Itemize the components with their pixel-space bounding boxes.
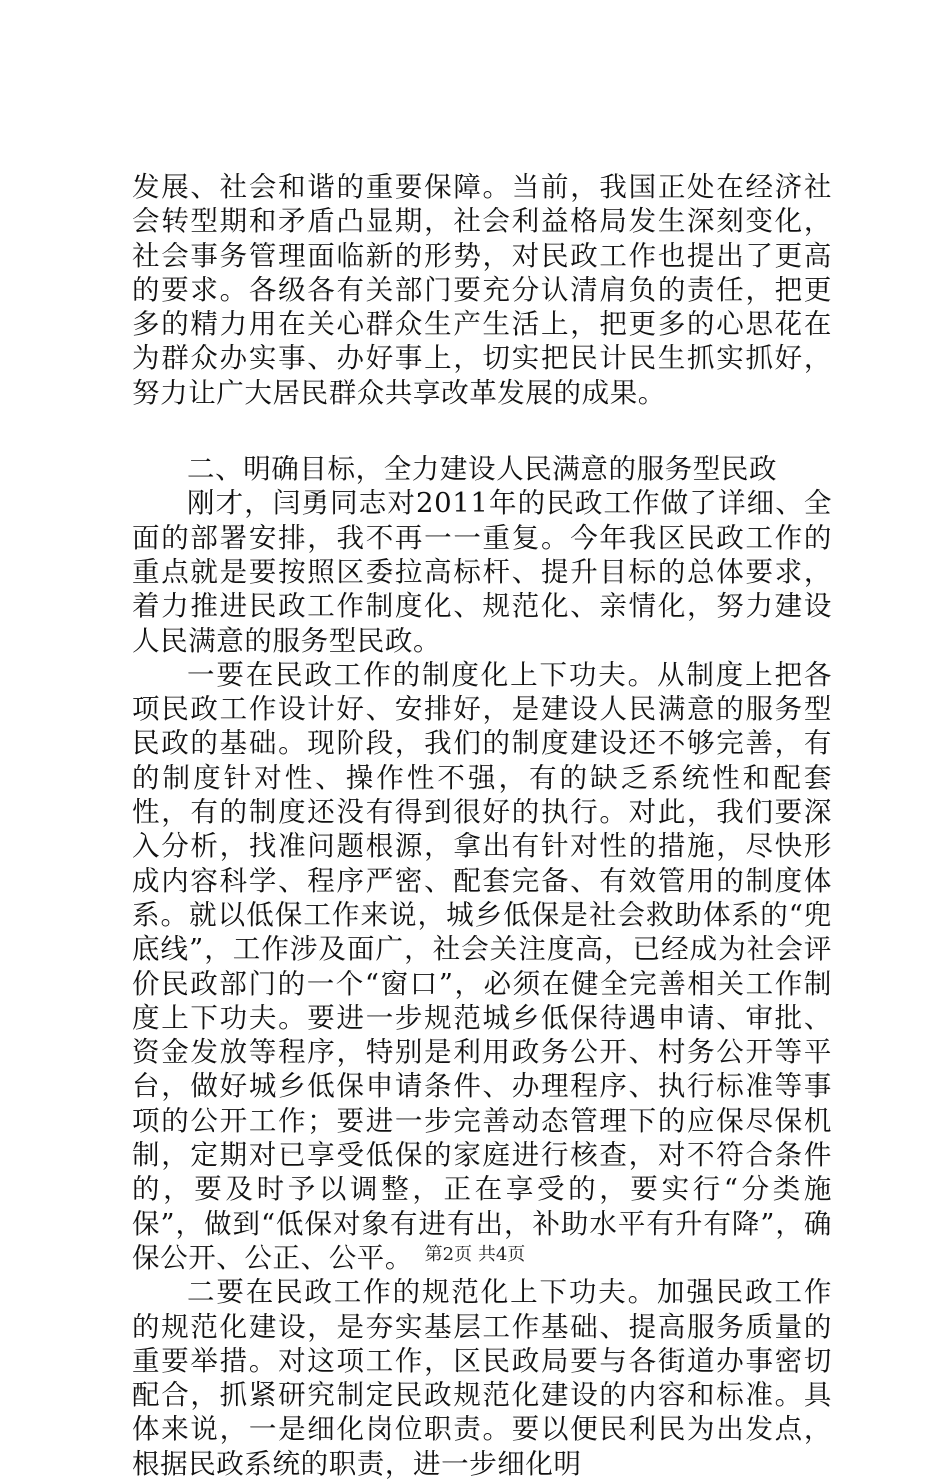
section-heading: 二、明确目标，全力建设人民满意的服务型民政 [187, 453, 778, 486]
paragraph-standardization: 二要在民政工作的规范化上下功夫。加强民政工作的规范化建设，是夯实基层工作基础、提高服务质量的重要举措。对这项工作，区民政局要与各街道办事密切配合，抓紧研究制定民政规范化建设的内容和标准。具体来说，一是细化岗位职责。要以便民利民为出发点，根据民政系统的职责，进一步细化明 [132, 1276, 832, 1480]
paragraph-overview: 刚才，闫勇同志对2011年的民政工作做了详细、全面的部署安排，我不再一一重复。今年我区民政工作的重点就是要按照区委拉高标杆、提升目标的总体要求，着力推进民政工作制度化、规范化、亲情化，努力建设人民满意的服务型民政。 [132, 487, 832, 657]
page-number-footer: 第2页 共4页 [424, 1244, 526, 1265]
paragraph-institutionalization: 一要在民政工作的制度化上下功夫。从制度上把各项民政工作设计好、安排好，是建设人民满意的服务型民政的基础。现阶段，我们的制度建设还不够完善，有的制度针对性、操作性不强，有的缺乏系统性和配套性，有的制度还没有得到很好的执行。对此，我们要深入分析，找准问题根源，拿出有针对性的措施，尽快形成内容科学、程序严密、配套完备、有效管用的制度体系。就以低保工作来说，城乡低保是社会救助体系的“兜底线”，工作涉及面广，社会关注度高，已经成为社会评价民政部门的一个“窗口”，必须在健全完善相关工作制度上下功夫。要进一步规范城乡低保待遇申请、审批、资金发放等程序，特别是利用政务公开、村务公开等平台，做好城乡低保申请条件、办理程序、执行标准等事项的公开工作；要进一步完善动态管理下的应保尽保机制，定期对已享受低保的家庭进行核查，对不符合条件的，要及时予以调整，正在享受的，要实行“分类施保”，做到“低保对象有进有出，补助水平有升有降”，确保公开、公正、公平。 [132, 658, 832, 1274]
document-body [132, 170, 832, 1481]
paragraph-continuation: 发展、社会和谐的重要保障。当前，我国正处在经济社会转型期和矛盾凸显期，社会利益格局发生深刻变化，社会事务管理面临新的形势，对民政工作也提出了更高的要求。各级各有关部门要充分认清肩负的责任，把更多的精力用在关心群众生产生活上，把更多的心思花在为群众办实事、办好事上，切实把民计民生抓实抓好，努力让广大居民群众共享改革发展的成果。 [132, 171, 832, 409]
